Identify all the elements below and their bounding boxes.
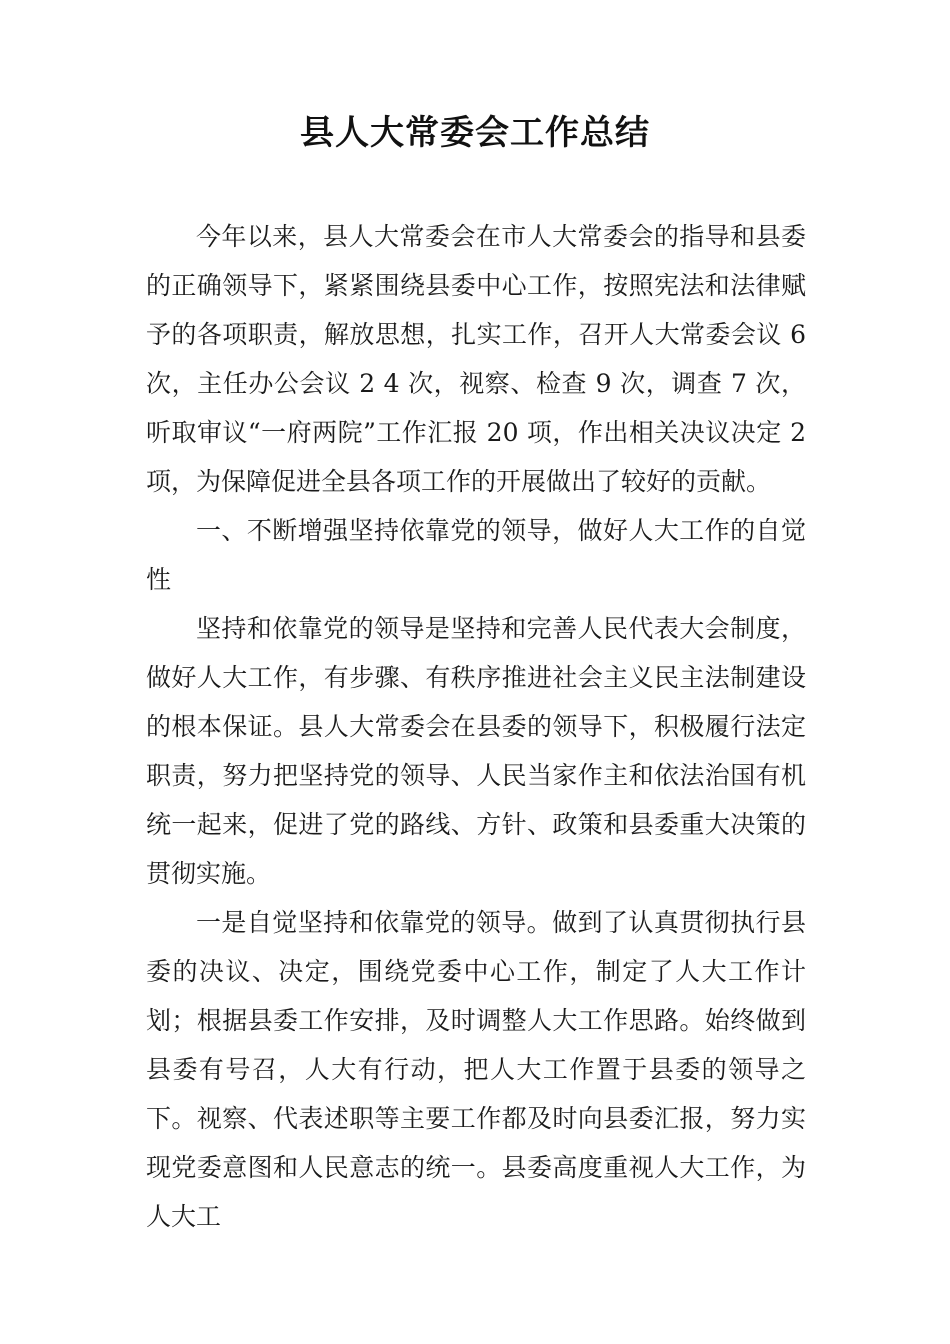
document-body	[146, 212, 806, 1241]
section-heading-1: 一、不断增强坚持依靠党的领导，做好人大工作的自觉性	[146, 516, 806, 594]
paragraph-point-1: 一是自觉坚持和依靠党的领导。做到了认真贯彻执行县委的决议、决定，围绕党委中心工作，制定了人大工作计划；根据县委工作安排，及时调整人大工作思路。始终做到县委有号召，人大有行动，把人大工作置于县委的领导之下。视察、代表述职等主要工作都及时向县委汇报，努力实现党委意图和人民意志的统一。县委高度重视人大工作，为人大工	[146, 908, 806, 1231]
document-title: 县人大常委会工作总结	[300, 112, 650, 153]
paragraph-intro: 今年以来，县人大常委会在市人大常委会的指导和县委的正确领导下，紧紧围绕县委中心工作，按照宪法和法律赋予的各项职责，解放思想，扎实工作，召开人大常委会议 6 次，主任办公会议 2 4 次，视察、检查 9 次，调查 7 次，听取审议“一府两院”工作汇报 20 项，作出相关决议决定 2 项，为保障促进全县各项工作的开展做出了较好的贡献。	[146, 222, 806, 496]
paragraph-party-leadership: 坚持和依靠党的领导是坚持和完善人民代表大会制度，做好人大工作，有步骤、有秩序推进社会主义民主法制建设的根本保证。县人大常委会在县委的领导下，积极履行法定职责，努力把坚持党的领导、人民当家作主和依法治国有机统一起来，促进了党的路线、方针、政策和县委重大决策的贯彻实施。	[146, 614, 806, 888]
